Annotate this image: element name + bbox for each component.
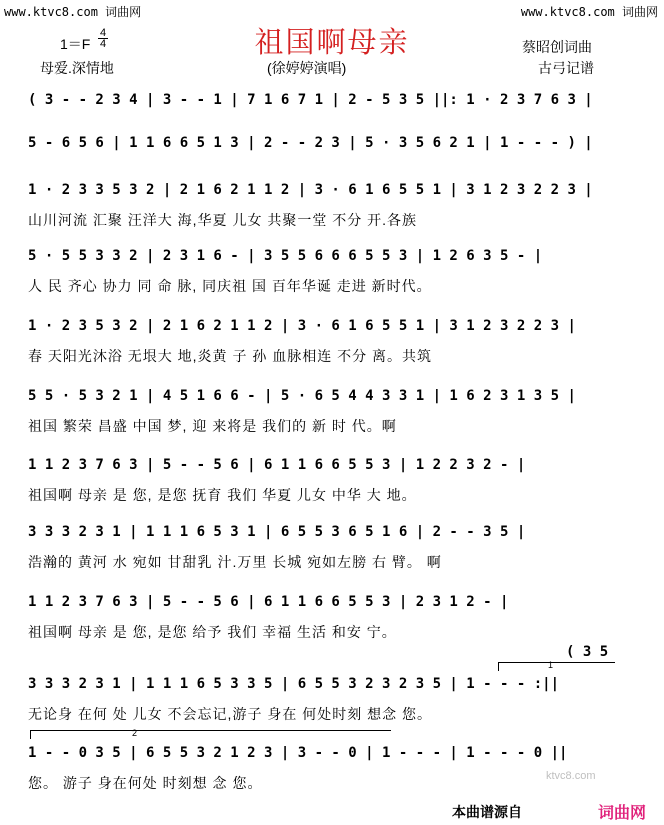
performance-mood: 母爱.深情地 [40, 60, 114, 76]
lyric-row: 祖国啊 母亲 是 您, 是您 给予 我们 幸福 生活 和安 宁。 [28, 624, 397, 640]
notation-row: 1 1 2 3 7 6 3 | 5 - - 5 6 | 6 1 1 6 6 5 5 3 | 1 2 2 3 2 - | [28, 457, 526, 473]
transcriber-credit: 古弓记谱 [538, 60, 594, 76]
singer-credit: (徐婷婷演唱) [267, 60, 347, 76]
lyric-row: 春 天阳光沐浴 无垠大 地,炎黄 子 孙 血脉相连 不分 离。共筑 [28, 348, 433, 364]
notation-row: 1 · 2 3 5 3 2 | 2 1 6 2 1 1 2 | 3 · 6 1 6 5 5 1 | 3 1 2 3 2 2 3 | [28, 318, 576, 334]
meter-bottom: 4 [99, 38, 107, 50]
pickup-notes: ( 3 5 [566, 644, 609, 660]
key-signature: 1＝F [60, 36, 91, 52]
notation-row: 1 1 2 3 7 6 3 | 5 - - 5 6 | 6 1 1 6 6 5 5 3 | 2 3 1 2 - | [28, 594, 509, 610]
song-title: 祖国啊母亲 [254, 25, 410, 59]
meter-top: 4 [99, 27, 107, 39]
notation-row: 3 3 3 2 3 1 | 1 1 1 6 5 3 1 | 6 5 5 3 6 5 1 6 | 2 - - 3 5 | [28, 524, 526, 540]
volta-number-2: 2 [132, 728, 138, 738]
lyric-row: 无论身 在何 处 儿女 不会忘记,游子 身在 何处时刻 想念 您。 [28, 706, 433, 722]
notation-row: 1 - - 0 3 5 | 6 5 5 3 2 1 2 3 | 3 - - 0 | 1 - - - | 1 - - - 0 || [28, 745, 568, 761]
composer-credit: 蔡昭创词曲 [522, 39, 592, 55]
volta-bracket-1 [498, 662, 615, 671]
site-badge: 词曲网 [598, 805, 647, 822]
lyric-row: 山川河流 汇聚 汪洋大 海,华夏 儿女 共聚一堂 不分 开.各族 [28, 212, 418, 228]
volta-number-1: 1 [548, 660, 554, 670]
notation-row: 1 · 2 3 3 5 3 2 | 2 1 6 2 1 1 2 | 3 · 6 1 6 5 5 1 | 3 1 2 3 2 2 3 | [28, 182, 593, 198]
lyric-row: 祖国啊 母亲 是 您, 是您 抚育 我们 华夏 儿女 中华 大 地。 [28, 487, 417, 503]
volta-bracket-2 [30, 730, 391, 739]
notation-row: 5 · 5 5 3 3 2 | 2 3 1 6 - | 3 5 5 6 6 6 5 5 3 | 1 2 6 3 5 - | [28, 248, 543, 264]
notation-row: ( 3 - - 2 3 4 | 3 - - 1 | 7 1 6 7 1 | 2 - 5 3 5 ||: 1 · 2 3 7 6 3 | [28, 92, 593, 108]
site-url-right: www.ktvc8.com 词曲网 [520, 5, 658, 19]
source-footer: 本曲谱源自 [452, 804, 522, 820]
lyric-row: 祖国 繁荣 昌盛 中国 梦, 迎 来将是 我们的 新 时 代。啊 [28, 418, 397, 434]
notation-row: 3 3 3 2 3 1 | 1 1 1 6 5 3 3 5 | 6 5 5 3 2 3 2 3 5 | 1 - - - :|| [28, 676, 560, 692]
notation-row: 5 - 6 5 6 | 1 1 6 6 5 1 3 | 2 - - 2 3 | 5 · 3 5 6 2 1 | 1 - - - ) | [28, 135, 593, 151]
notation-row: 5 5 · 5 3 2 1 | 4 5 1 6 6 - | 5 · 6 5 4 4 3 3 1 | 1 6 2 3 1 3 5 | [28, 388, 576, 404]
lyric-row: 人 民 齐心 协力 同 命 脉, 同庆祖 国 百年华诞 走进 新时代。 [28, 278, 432, 294]
site-url-left: www.ktvc8.com 词曲网 [4, 5, 142, 19]
watermark: ktvc8.com [546, 770, 596, 782]
lyric-row: 浩瀚的 黄河 水 宛如 甘甜乳 汁.万里 长城 宛如左膀 右 臂。 啊 [28, 554, 442, 570]
time-signature [98, 28, 108, 49]
lyric-row: 您。 游子 身在何处 时刻想 念 您。 [28, 775, 263, 791]
